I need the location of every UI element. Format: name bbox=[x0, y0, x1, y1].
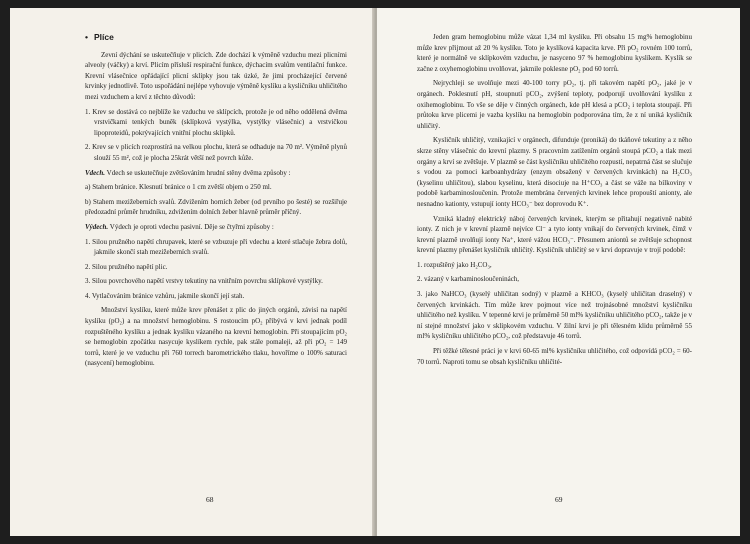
paragraph: Nejrychleji se uvolňuje mezi 40-100 torry pO₂, tj. při takovém napětí pO₂, jaké je v orgánech. Poklesnutí pH, stoupnutí pCO₂, zvýšení teploty, podporují uvolňování kyslíku z oxihemoglobinu. To vše se děje v činných orgánech, kde pH klesá a pCO₂ i teplota stoupají. Při průtoku krve plicemi je vazba kyslíku na hemoglobin podporována tím, že z ní uniká kysličník uhličitý. bbox=[417, 79, 692, 130]
list-item: 4. Vytlačováním bránice vzhůru, jakmile skončí její stah. bbox=[85, 291, 245, 300]
page-number: 69 bbox=[555, 495, 563, 504]
list-item: b) Stahem mezižeberních svalů. Zdvižením horních žeber (od prvního po šesté) se rozšiřuje předozadní průměr hrudníku, zdvižením dolních žeber hlavně průměr příčný. bbox=[85, 197, 347, 217]
list-item: 3. jako NaHCO₃ (kyselý uhličitan sodný) v plazmě a KHCO₃ (kyselý uhličitan draselný) v červených krvinkách. Tím může krev pojmout více než trojnásobné množství kysličníku uhličitého než kyslíku. V tepenné krvi je průměrně 50 ml% kysličníku uhličitého pCO₂, takže je v ní stejné množství jako v sklípkovém vzduchu. V žilní krvi je při tělesném klidu průměrně 55 ml% kysličníku uhličitého pCO₂, což představuje 46 torrů. bbox=[417, 290, 692, 341]
heading-text: Plíce bbox=[93, 32, 114, 42]
paragraph-text: Vdech se uskutečňuje zvětšováním hrudní stěny dvěma způsoby : bbox=[105, 168, 291, 177]
paragraph: Množství kyslíku, které může krev přenášet z plic do jiných orgánů, závisí na napětí kyslíku (pO₂) a na množství hemoglobinu. S rostoucím pO₂ přibývá v krvi jednak podíl rozpuštěného kyslíku a jednak kyslíku vázaného na krevní hemoglobin. Při stoupajícím pO₂ se hemoglobin zpočátku nasycuje kyslíkem rychle, pak stále pomaleji, až při pO₂ = 149 torrů, které je ve vzduchu při 760 torrech barometrického tlaku, hovoříme o 100% saturaci (nasycení) hemoglobinu. bbox=[85, 306, 347, 368]
section-heading bbox=[85, 32, 347, 43]
run-in-heading: Vdech. bbox=[85, 168, 106, 177]
right-page-text bbox=[417, 32, 692, 367]
bullet-icon: • bbox=[85, 32, 88, 42]
list-item: 1. Silou pružného napětí chrupavek, které se vzbuzuje při vdechu a které stlačuje žebra dolů, jakmile skončí stah mezižeberních svalů. bbox=[85, 237, 347, 257]
page-number: 68 bbox=[206, 495, 214, 504]
paragraph bbox=[85, 168, 347, 179]
paragraph-text: Výdech je oproti vdechu pasivní. Děje se čtyřmi způsoby : bbox=[108, 222, 274, 231]
paragraph: Jeden gram hemoglobinu může vázat 1,34 ml kyslíku. Při obsahu 15 mg% hemoglobinu může krev přijmout až 20 % kyslíku. Toto je kyslíková kapacita krve. Při pO₂ rovném 100 torrů, které je normálně ve sklípkovém vzduchu, je nasyceno 97 % hemoglobinu kyslíkem. Kyslík se začne z oxyhemoglobinu uvolňovat, jakmile poklesne pO₂ pod 60 torrů. bbox=[417, 33, 692, 73]
run-in-heading: Výdech. bbox=[85, 222, 109, 231]
paragraph: Kysličník uhličitý, vznikající v orgánech, difunduje (proniká) do tkáňové tekutiny a z něho skrze stěny vlásečnic do krevní plazmy. S pracovním zatížením orgánů stoupá pCO₂ a tlak mezi orgány a krví se zvětšuje. V plazmě se část kysličníku uhličitého rozpustí, nepatrná část se slučuje s vodou za pomoci karboanhydrázy (enzym obsažený v červených krvinkách) na H₂CO₃ (kyselinu uhličitou), slabou kyselinu, která disociuje na H⁺CO₃ a část se váže na bílkoviny v podobě karbaminosloučenin. Protože membrána červených krvinek lehce propouští anionty, ale nesnadno kationty, vstupují ionty HCO₃⁻ bez doprovodu K⁺. bbox=[417, 136, 692, 208]
paragraph: Vzniká kladný elektrický náboj červených krvinek, kterým se přitahují negativně nabité ionty. Z nich je v krevní plazmě nejvíce Cl⁻ a tyto ionty vnikají do červených krvinek, čímž v krevní plazmě uvolňují ionty Na⁺, které vážou HCO₃⁻. Přesunem aniontů se zvětšuje schopnost krevní plazmy přenášet kysličník uhličitý. Kysličník uhličitý se v krvi dopravuje v trojí podobě: bbox=[417, 214, 692, 255]
paragraph: Zevní dýchání se uskutečňuje v plicích. Zde dochází k výměně vzduchu mezi plicními alveoly (váčky) a krví. Plicím přísluší respirační funkce, dýchacím svalům ventilační funkce. Krevní vlásečnice opřádající plicní sklípky jsou tak úzké, že jimi procházející červené krvinky jednotlivě. Toto uspořádání nejlépe vyhovuje výměně kyslíku a kysličníku uhličitého mezi vzduchem a krví z těchto důvodů: bbox=[85, 50, 347, 101]
list-item: 2. Krev se v plicích rozprostírá na velkou plochu, která se odhaduje na 70 m². Výměně plynů slouží 55 m², což je plocha 25krát větší než povrch kůže. bbox=[85, 143, 347, 162]
list-item: 1. rozpuštěný jako H₂CO₃, bbox=[417, 260, 492, 269]
paragraph: Při těžké tělesné práci je v krvi 60-65 ml% kysličníku uhličitého, což odpovídá pCO₂ = 60-70 torrů. Naproti tomu se obsah kysličníku uhličité- bbox=[417, 347, 692, 366]
list-item: a) Stahem bránice. Klesnutí bránice o 1 cm zvětší objem o 250 ml. bbox=[85, 183, 272, 192]
list-item: 2. vázaný v karbaminosloučeninách, bbox=[417, 275, 520, 284]
list-item: 2. Silou pružného napětí plic. bbox=[85, 262, 168, 271]
left-page bbox=[10, 8, 375, 536]
paragraph bbox=[85, 222, 347, 233]
right-page bbox=[377, 8, 740, 536]
list-item: 3. Silou povrchového napětí vrstvy tekutiny na vnitřním povrchu sklípkové vystýlky. bbox=[85, 277, 323, 286]
left-page-text bbox=[85, 32, 347, 369]
list-item: 1. Krev se dostává co nejblíže ke vzduchu ve sklípcích, protože je od něho oddělená dvěma vrstvičkami tenkých buněk (sklípková vystýlka, vystýlky vlásečnic) a vrstvičkou lipoproteidů, pokrývajících vnitřní plochu sklípků. bbox=[85, 107, 347, 137]
